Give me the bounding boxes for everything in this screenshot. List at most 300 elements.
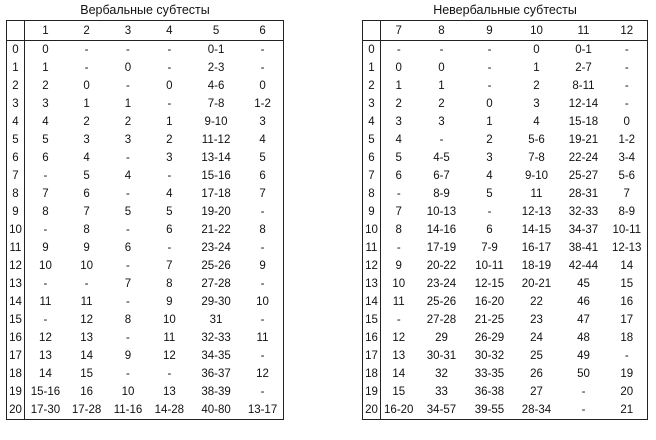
table-row — [363, 329, 648, 347]
table-row — [363, 347, 648, 365]
table-cell: - — [43, 224, 48, 236]
table-cell: 30-31 — [426, 350, 457, 362]
table-cell: 2 — [438, 98, 445, 110]
table-cell: 7 — [166, 260, 173, 272]
table-cell: - — [487, 206, 492, 218]
table-cell: 4 — [124, 170, 132, 182]
table-cell: - — [260, 62, 265, 74]
table-cell: 45 — [577, 278, 590, 290]
table-cell: - — [260, 278, 265, 290]
table-row — [7, 95, 284, 113]
table-cell: 14-15 — [521, 224, 552, 236]
row-label: 9 — [363, 203, 381, 221]
row-label: 8 — [363, 185, 381, 203]
table-cell: - — [624, 80, 629, 92]
table-cell: - — [126, 260, 130, 272]
table-cell: - — [260, 206, 265, 218]
table-cell: 10 — [121, 386, 135, 398]
table-cell: - — [126, 44, 130, 56]
table-cell: 29-30 — [201, 296, 231, 308]
table-cell: 1-2 — [618, 134, 636, 146]
row-label: 15 — [363, 311, 381, 329]
table-cell: 18-19 — [521, 260, 552, 272]
column-header: 3 — [107, 21, 148, 41]
table-cell: 1 — [486, 116, 493, 128]
table-cell: 15 — [620, 278, 634, 290]
column-header: 2 — [66, 21, 107, 41]
table-cell: 7 — [83, 206, 90, 218]
table-cell: 8-11 — [572, 80, 595, 92]
row-label: 14 — [7, 293, 25, 311]
table-cell: 38-39 — [201, 386, 231, 398]
table-cell: 25 — [530, 350, 543, 362]
table-row — [7, 257, 284, 275]
table-row — [7, 77, 284, 95]
table-cell: 36-38 — [474, 386, 505, 398]
table-cell: 1 — [395, 80, 402, 92]
table-cell: 27 — [530, 386, 543, 398]
nonverbal-panel — [362, 0, 648, 420]
table-cell: 21-22 — [201, 224, 231, 236]
table-cell: 0 — [533, 44, 540, 56]
row-label: 18 — [7, 365, 25, 383]
table-row — [363, 203, 648, 221]
table-cell: 8 — [83, 224, 90, 236]
row-label: 14 — [363, 293, 381, 311]
table-cell: 8 — [166, 278, 173, 290]
table-cell: 8 — [395, 224, 402, 236]
table-cell: 32 — [435, 368, 448, 380]
table-cell: 11 — [392, 296, 405, 308]
table-cell: 5 — [395, 152, 402, 164]
table-row — [7, 311, 284, 329]
table-cell: 12 — [80, 314, 93, 326]
table-cell: 3 — [486, 152, 493, 164]
table-cell: 5 — [83, 170, 90, 182]
table-cell: 7-8 — [207, 98, 225, 110]
table-cell: - — [126, 332, 130, 344]
table-cell: 0 — [623, 116, 630, 128]
table-cell: 14-16 — [426, 224, 457, 236]
table-cell: 7-9 — [481, 242, 498, 254]
table-cell: 49 — [577, 350, 590, 362]
table-cell: 2 — [42, 80, 49, 92]
table-cell: 4 — [533, 116, 540, 128]
table-cell: 12-14 — [568, 98, 599, 110]
row-label: 7 — [363, 167, 381, 185]
table-cell: 22 — [530, 296, 543, 308]
table-cell: 20-21 — [521, 278, 552, 290]
table-row — [363, 41, 648, 60]
table-cell: 27-28 — [201, 278, 231, 290]
table-row — [7, 347, 284, 365]
table-cell: 11 — [39, 296, 52, 308]
table-cell: 6-7 — [433, 170, 450, 182]
table-cell: 23 — [530, 314, 543, 326]
table-row — [7, 41, 284, 60]
table-cell: 10 — [256, 296, 269, 308]
table-cell: 0-1 — [207, 44, 225, 56]
table-cell: - — [396, 242, 401, 254]
table-cell: 8 — [259, 224, 266, 236]
table-cell: - — [126, 368, 130, 380]
row-label: 9 — [7, 203, 25, 221]
table-row — [363, 275, 648, 293]
table-cell: - — [126, 152, 130, 164]
table-cell: 12 — [256, 368, 269, 380]
table-cell: 16-20 — [474, 296, 505, 308]
table-cell: - — [581, 386, 586, 398]
table-cell: 30-32 — [474, 350, 505, 362]
table-row — [7, 185, 284, 203]
table-cell: - — [396, 44, 401, 56]
table-row — [363, 221, 648, 239]
table-cell: 8 — [124, 314, 132, 326]
row-label: 19 — [7, 383, 25, 401]
table-cell: 6 — [124, 242, 132, 254]
table-cell: 7 — [395, 206, 402, 218]
table-cell: 11 — [256, 332, 269, 344]
table-cell: 4 — [395, 134, 402, 146]
row-label: 20 — [363, 401, 381, 420]
table-cell: 5-6 — [528, 134, 545, 146]
table-cell: 34-35 — [201, 350, 231, 362]
table-cell: 32-33 — [201, 332, 231, 344]
table-cell: 12-13 — [612, 242, 642, 254]
table-cell: 16-17 — [521, 242, 552, 254]
table-cell: 29 — [435, 332, 448, 344]
table-cell: 0 — [395, 62, 402, 74]
column-header: 9 — [467, 21, 513, 41]
table-cell: 3 — [438, 116, 445, 128]
table-cell: 15 — [392, 386, 406, 398]
table-cell: 31 — [209, 314, 223, 326]
table-cell: 6 — [83, 188, 90, 200]
table-cell: 3 — [533, 98, 540, 110]
row-label: 4 — [7, 113, 25, 131]
table-cell: 14 — [80, 350, 93, 362]
column-header: 7 — [381, 21, 417, 41]
table-cell: 22-24 — [568, 152, 599, 164]
verbal-table-body — [7, 41, 284, 420]
table-cell: 2 — [395, 98, 402, 110]
table-cell: 15 — [80, 368, 93, 380]
row-label: 2 — [7, 77, 25, 95]
row-label: 10 — [7, 221, 25, 239]
table-cell: - — [260, 314, 265, 326]
table-cell: 3 — [42, 98, 49, 110]
table-cell: 10 — [162, 314, 176, 326]
table-row — [7, 59, 284, 77]
table-cell: 33 — [435, 386, 448, 398]
table-cell: 8-9 — [618, 206, 636, 218]
table-cell: 10-11 — [612, 224, 642, 236]
table-cell: 11 — [80, 296, 93, 308]
table-cell: 16 — [80, 386, 93, 398]
table-cell: 10-13 — [426, 206, 457, 218]
table-cell: - — [84, 62, 89, 74]
column-header: 12 — [607, 21, 648, 41]
table-cell: 19-20 — [201, 206, 231, 218]
table-cell: 47 — [577, 314, 590, 326]
row-label: 6 — [7, 149, 25, 167]
table-row — [7, 221, 284, 239]
table-row — [363, 59, 648, 77]
table-row — [7, 383, 284, 401]
table-cell: 9 — [124, 350, 132, 362]
table-cell: 14 — [392, 368, 406, 380]
table-cell: - — [167, 98, 172, 110]
table-cell: 1-2 — [254, 98, 271, 110]
table-row — [363, 95, 648, 113]
table-cell: 33-35 — [474, 368, 505, 380]
table-cell: 0 — [166, 80, 173, 92]
table-cell: 13 — [39, 350, 52, 362]
table-row — [363, 167, 648, 185]
nonverbal-table — [362, 20, 648, 420]
table-cell: 4 — [486, 170, 493, 182]
table-row — [7, 167, 284, 185]
table-cell: 12-13 — [521, 206, 552, 218]
table-cell: 4 — [42, 116, 49, 128]
row-label: 7 — [7, 167, 25, 185]
table-cell: 32-33 — [568, 206, 599, 218]
table-cell: 1 — [124, 98, 132, 110]
table-cell: - — [126, 296, 130, 308]
table-row — [7, 275, 284, 293]
table-cell: 4-5 — [433, 152, 450, 164]
row-label: 20 — [7, 401, 25, 420]
corner-cell — [7, 21, 25, 41]
table-cell: 11-12 — [201, 134, 231, 146]
table-cell: - — [439, 44, 444, 56]
table-row — [363, 77, 648, 95]
row-label: 8 — [7, 185, 25, 203]
table-cell: - — [396, 314, 401, 326]
nonverbal-title: Невербальные субтесты — [433, 3, 577, 17]
row-label: 12 — [7, 257, 25, 275]
table-cell: 28-31 — [568, 188, 599, 200]
table-row — [363, 257, 648, 275]
table-cell: - — [624, 62, 629, 74]
table-cell: 9-10 — [524, 170, 549, 182]
table-cell: - — [487, 62, 492, 74]
table-cell: - — [126, 80, 130, 92]
table-cell: 23-24 — [426, 278, 457, 290]
table-cell: 48 — [577, 332, 590, 344]
table-cell: 0 — [486, 98, 493, 110]
table-cell: 5 — [166, 206, 173, 218]
table-cell: 20-22 — [426, 260, 457, 272]
table-cell: 42-44 — [568, 260, 599, 272]
table-cell: 3 — [124, 134, 132, 146]
table-cell: 2 — [486, 134, 493, 146]
row-label: 4 — [363, 113, 381, 131]
table-cell: 26-29 — [474, 332, 505, 344]
table-cell: - — [439, 134, 444, 146]
verbal-panel — [6, 0, 284, 420]
table-cell: 13 — [162, 386, 176, 398]
column-header: 10 — [513, 21, 561, 41]
table-row — [7, 239, 284, 257]
table-cell: 15-16 — [30, 386, 61, 398]
table-cell: 7-8 — [528, 152, 545, 164]
table-cell: 1 — [83, 98, 90, 110]
table-row — [363, 365, 648, 383]
table-cell: - — [396, 188, 401, 200]
table-cell: 2 — [83, 116, 90, 128]
row-label: 19 — [363, 383, 381, 401]
table-cell: 1 — [533, 62, 540, 74]
row-label: 5 — [363, 131, 381, 149]
row-label: 13 — [363, 275, 381, 293]
table-cell: 3 — [83, 134, 90, 146]
row-label: 18 — [363, 365, 381, 383]
table-cell: 7 — [42, 188, 49, 200]
table-cell: 3 — [259, 116, 266, 128]
table-cell: 1 — [438, 80, 445, 92]
table-cell: 50 — [577, 368, 590, 380]
table-cell: - — [43, 278, 48, 290]
table-cell: - — [43, 170, 48, 182]
table-cell: 23-24 — [201, 242, 231, 254]
table-cell: - — [487, 80, 492, 92]
table-cell: 0 — [259, 80, 266, 92]
table-cell: 26 — [530, 368, 543, 380]
table-cell: - — [126, 224, 130, 236]
table-cell: 46 — [577, 296, 590, 308]
table-cell: 11 — [530, 188, 543, 200]
table-cell: 14 — [39, 368, 52, 380]
table-cell: - — [624, 350, 629, 362]
table-cell: 0-1 — [575, 44, 592, 56]
table-row — [363, 293, 648, 311]
table-cell: 14-28 — [154, 404, 185, 416]
table-cell: - — [167, 44, 172, 56]
table-cell: 5 — [124, 206, 132, 218]
table-row — [7, 365, 284, 383]
row-label: 12 — [363, 257, 381, 275]
table-cell: 6 — [486, 224, 493, 236]
table-cell: 25-26 — [201, 260, 231, 272]
table-cell: 9 — [83, 242, 90, 254]
table-cell: 2-3 — [207, 62, 225, 74]
column-header: 1 — [25, 21, 66, 41]
table-cell: 0 — [124, 62, 132, 74]
table-cell: - — [84, 278, 89, 290]
table-cell: 4-6 — [207, 80, 225, 92]
table-row — [7, 401, 284, 420]
table-row — [363, 401, 648, 420]
table-cell: 12 — [162, 350, 176, 362]
table-cell: 0 — [438, 62, 445, 74]
nonverbal-table-body — [363, 41, 648, 420]
table-cell: 7 — [623, 188, 630, 200]
table-cell: 14 — [620, 260, 634, 272]
row-label: 15 — [7, 311, 25, 329]
row-label: 17 — [7, 347, 25, 365]
row-label: 0 — [363, 41, 381, 60]
column-header: 11 — [561, 21, 607, 41]
table-cell: 17-18 — [201, 188, 231, 200]
table-cell: 28-34 — [521, 404, 552, 416]
table-row — [7, 149, 284, 167]
table-cell: 9 — [42, 242, 49, 254]
table-cell: 0 — [42, 44, 49, 56]
table-cell: 19 — [620, 368, 634, 380]
table-row — [363, 185, 648, 203]
table-cell: 6 — [166, 224, 173, 236]
verbal-title: Вербальные субтесты — [80, 3, 210, 17]
table-cell: 8 — [42, 206, 49, 218]
table-cell: 13-17 — [247, 404, 278, 416]
row-label: 10 — [363, 221, 381, 239]
table-cell: - — [624, 44, 629, 56]
table-cell: 16 — [620, 296, 634, 308]
table-cell: 4 — [259, 134, 266, 146]
row-label: 6 — [363, 149, 381, 167]
verbal-header-row — [7, 21, 284, 41]
row-label: 5 — [7, 131, 25, 149]
table-cell: 34-57 — [426, 404, 457, 416]
row-label: 16 — [363, 329, 381, 347]
table-cell: 12 — [39, 332, 52, 344]
table-row — [7, 113, 284, 131]
table-cell: 7 — [124, 278, 132, 290]
table-cell: 17 — [620, 314, 634, 326]
row-label: 11 — [363, 239, 381, 257]
table-row — [7, 293, 284, 311]
table-cell: 15-18 — [568, 116, 599, 128]
verbal-table — [6, 20, 284, 420]
table-cell: - — [260, 44, 265, 56]
table-cell: 9 — [395, 260, 402, 272]
table-cell: 9 — [259, 260, 266, 272]
table-cell: 6 — [259, 170, 266, 182]
table-cell: 2-7 — [575, 62, 592, 74]
row-label: 3 — [7, 95, 25, 113]
table-cell: 5 — [259, 152, 266, 164]
table-cell: 18 — [620, 332, 634, 344]
table-cell: 8-9 — [433, 188, 450, 200]
row-label: 17 — [363, 347, 381, 365]
column-header: 6 — [242, 21, 283, 41]
column-header: 4 — [149, 21, 190, 41]
table-cell: - — [260, 242, 265, 254]
nonverbal-header-row — [363, 21, 648, 41]
row-label: 16 — [7, 329, 25, 347]
table-cell: 12-15 — [474, 278, 505, 290]
table-cell: - — [167, 242, 172, 254]
row-label: 0 — [7, 41, 25, 60]
table-cell: 2 — [166, 134, 173, 146]
row-label: 13 — [7, 275, 25, 293]
table-cell: 3 — [166, 152, 173, 164]
table-cell: 1 — [42, 62, 49, 74]
table-cell: - — [624, 98, 629, 110]
table-cell: 13 — [392, 350, 406, 362]
column-header: 5 — [190, 21, 242, 41]
table-cell: 21 — [620, 404, 634, 416]
table-cell: 10 — [392, 278, 406, 290]
table-cell: 24 — [530, 332, 543, 344]
table-cell: - — [126, 188, 130, 200]
table-cell: 34-37 — [568, 224, 599, 236]
table-cell: 3 — [395, 116, 402, 128]
table-cell: 4 — [166, 188, 173, 200]
table-cell: 1 — [166, 116, 173, 128]
table-cell: 12 — [392, 332, 406, 344]
